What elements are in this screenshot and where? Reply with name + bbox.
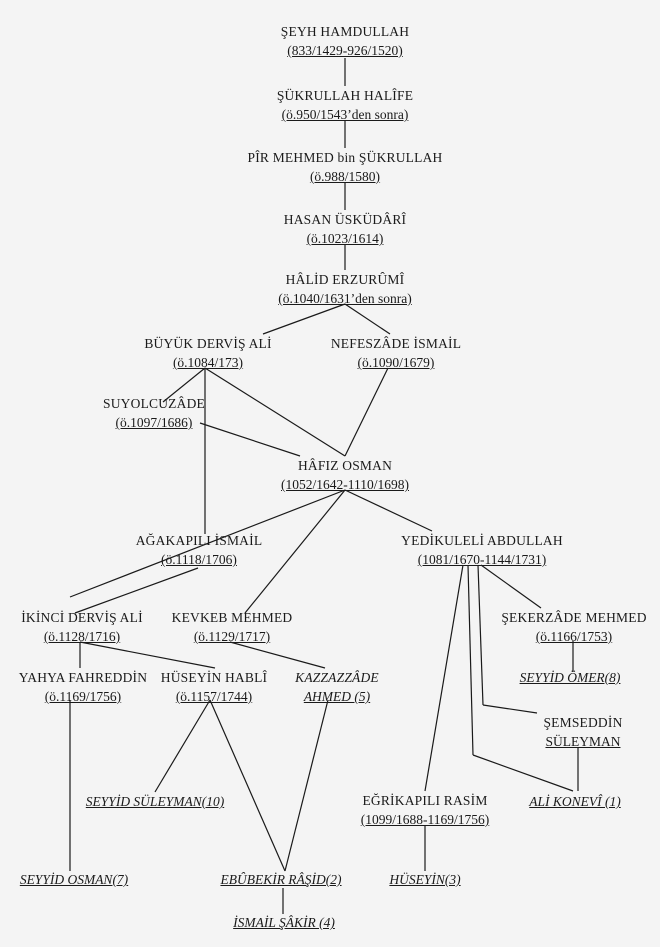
node-name: ŞEYH HAMDULLAH	[280, 24, 410, 39]
node-date: (ö.1166/1753)	[535, 629, 613, 644]
edge-yedikuleli-egrikapili	[425, 565, 463, 791]
edge-halid-buyuk	[263, 304, 345, 334]
node-nefeszade-ismail	[331, 334, 461, 372]
node-date: (ö.988/1580)	[309, 169, 381, 184]
node-kazzazzade-ahmed	[295, 668, 379, 706]
node-name: AĞAKAPILI İSMAİL	[135, 533, 263, 548]
leaf-seyyid-osman: SEYYİD OSMAN(7)	[19, 872, 129, 887]
node-kevkeb-mehmed	[172, 608, 293, 646]
node-date: (833/1429-926/1520)	[287, 43, 403, 58]
edge-yedikuleli-sekerzade	[481, 565, 541, 608]
node-seyh-hamdullah	[281, 22, 409, 60]
edge-buyuk-hafiz	[205, 368, 345, 456]
edge-hafiz-yedikuleli	[345, 490, 432, 531]
node-date: (ö.950/1543’den sonra)	[281, 107, 409, 122]
edge-yedikuleli-semseddin-a	[478, 565, 483, 705]
node-pir-mehmed	[248, 148, 443, 186]
edge-huseyin-ebubekir	[210, 700, 285, 871]
node-buyuk-dervis-ali	[144, 334, 271, 372]
node-date: (ö.1157/1744)	[175, 689, 253, 704]
node-name: EĞRİKAPILI RASİM	[362, 793, 488, 808]
node-name: HÂLİD ERZURÛMÎ	[285, 272, 405, 287]
node-name: KEVKEB MEHMED	[171, 610, 293, 625]
node-semseddin-suleyman	[543, 713, 622, 751]
node-date: (ö.1040/1631’den sonra)	[278, 291, 412, 306]
node-name: HÂFIZ OSMAN	[297, 458, 393, 473]
leaf-ismail-sakir: İSMAİL ŞÂKİR (4)	[233, 915, 335, 930]
node-halid-erzurumi	[278, 270, 411, 308]
node-date: (1052/1642-1110/1698)	[281, 477, 409, 492]
node-name: HASAN ÜSKÜDÂRÎ	[283, 212, 407, 227]
node-agakapili-ismail	[136, 531, 263, 569]
edge-yedikuleli-semseddin-b	[483, 705, 537, 713]
node-date: (ö.1097/1686)	[115, 415, 193, 430]
node-date: (1099/1688-1169/1756)	[360, 812, 490, 827]
node-date: (ö.1084/173)	[172, 355, 244, 370]
leaf-seyyid-suleyman: SEYYİD SÜLEYMAN(10)	[85, 794, 225, 809]
node-date: AHMED (5)	[303, 689, 371, 704]
leaf-seyyid-omer: SEYYİD ÖMER(8)	[519, 670, 621, 685]
node-hafiz-osman	[281, 456, 409, 494]
leaf-ali-konevi: ALİ KONEVÎ (1)	[529, 794, 621, 809]
edge-nefeszade-hafiz	[345, 368, 388, 456]
node-name: PÎR MEHMED bin ŞÜKRULLAH	[247, 150, 443, 165]
node-yahya-fahreddin	[19, 668, 147, 706]
node-name: KAZZAZZÂDE	[295, 670, 379, 685]
leaf-huseyin: HÜSEYİN(3)	[389, 872, 461, 887]
node-hasan-uskudari	[284, 210, 406, 248]
node-date: (ö.1169/1756)	[44, 689, 122, 704]
node-date: (ö.1023/1614)	[306, 231, 384, 246]
node-name: ŞÜKRULLAH HALÎFE	[276, 88, 414, 103]
node-yedikuleli-abdullah	[401, 531, 563, 569]
node-date: (ö.1090/1679)	[357, 355, 435, 370]
node-huseyin-habli	[161, 668, 267, 706]
node-ikinci-dervis-ali	[21, 608, 143, 646]
node-name: YAHYA FAHREDDİN	[18, 670, 148, 685]
edge-agakapili-ikinci	[75, 568, 198, 613]
node-date: SÜLEYMAN	[545, 734, 621, 749]
node-name: YEDİKULELİ ABDULLAH	[401, 533, 563, 548]
node-egrikapili-rasim	[361, 791, 490, 829]
node-sekerzade-mehmed	[501, 608, 646, 646]
leaf-ebubekir-rasid: EBÛBEKİR RÂŞİD(2)	[220, 872, 342, 887]
node-date: (ö.1118/1706)	[161, 552, 237, 567]
edge-yedikuleli-alikonevi-a	[468, 565, 473, 755]
edge-kazzazzade-ebubekir	[285, 700, 328, 871]
node-name: NEFESZÂDE İSMAİL	[330, 336, 462, 351]
edge-suyolcu-hafiz	[200, 423, 300, 456]
node-name: SUYOLCUZÂDE	[103, 396, 205, 411]
node-name: BÜYÜK DERVİŞ ALİ	[144, 336, 272, 351]
edge-yedikuleli-alikonevi-b	[473, 755, 573, 791]
edge-halid-nefeszade	[345, 304, 390, 334]
edge-huseyin-suleyman	[155, 700, 210, 792]
node-name: ŞEMSEDDİN	[543, 715, 623, 730]
node-name: ŞEKERZÂDE MEHMED	[501, 610, 647, 625]
node-date: (ö.1128/1716)	[43, 629, 121, 644]
node-name: HÜSEYİN HABLÎ	[160, 670, 268, 685]
node-date: (1081/1670-1144/1731)	[417, 552, 547, 567]
node-name: İKİNCİ DERVİŞ ALİ	[21, 610, 143, 625]
node-suyolcuzade	[103, 394, 205, 432]
node-sukrullah-halife	[277, 86, 413, 124]
node-date: (ö.1129/1717)	[193, 629, 271, 644]
